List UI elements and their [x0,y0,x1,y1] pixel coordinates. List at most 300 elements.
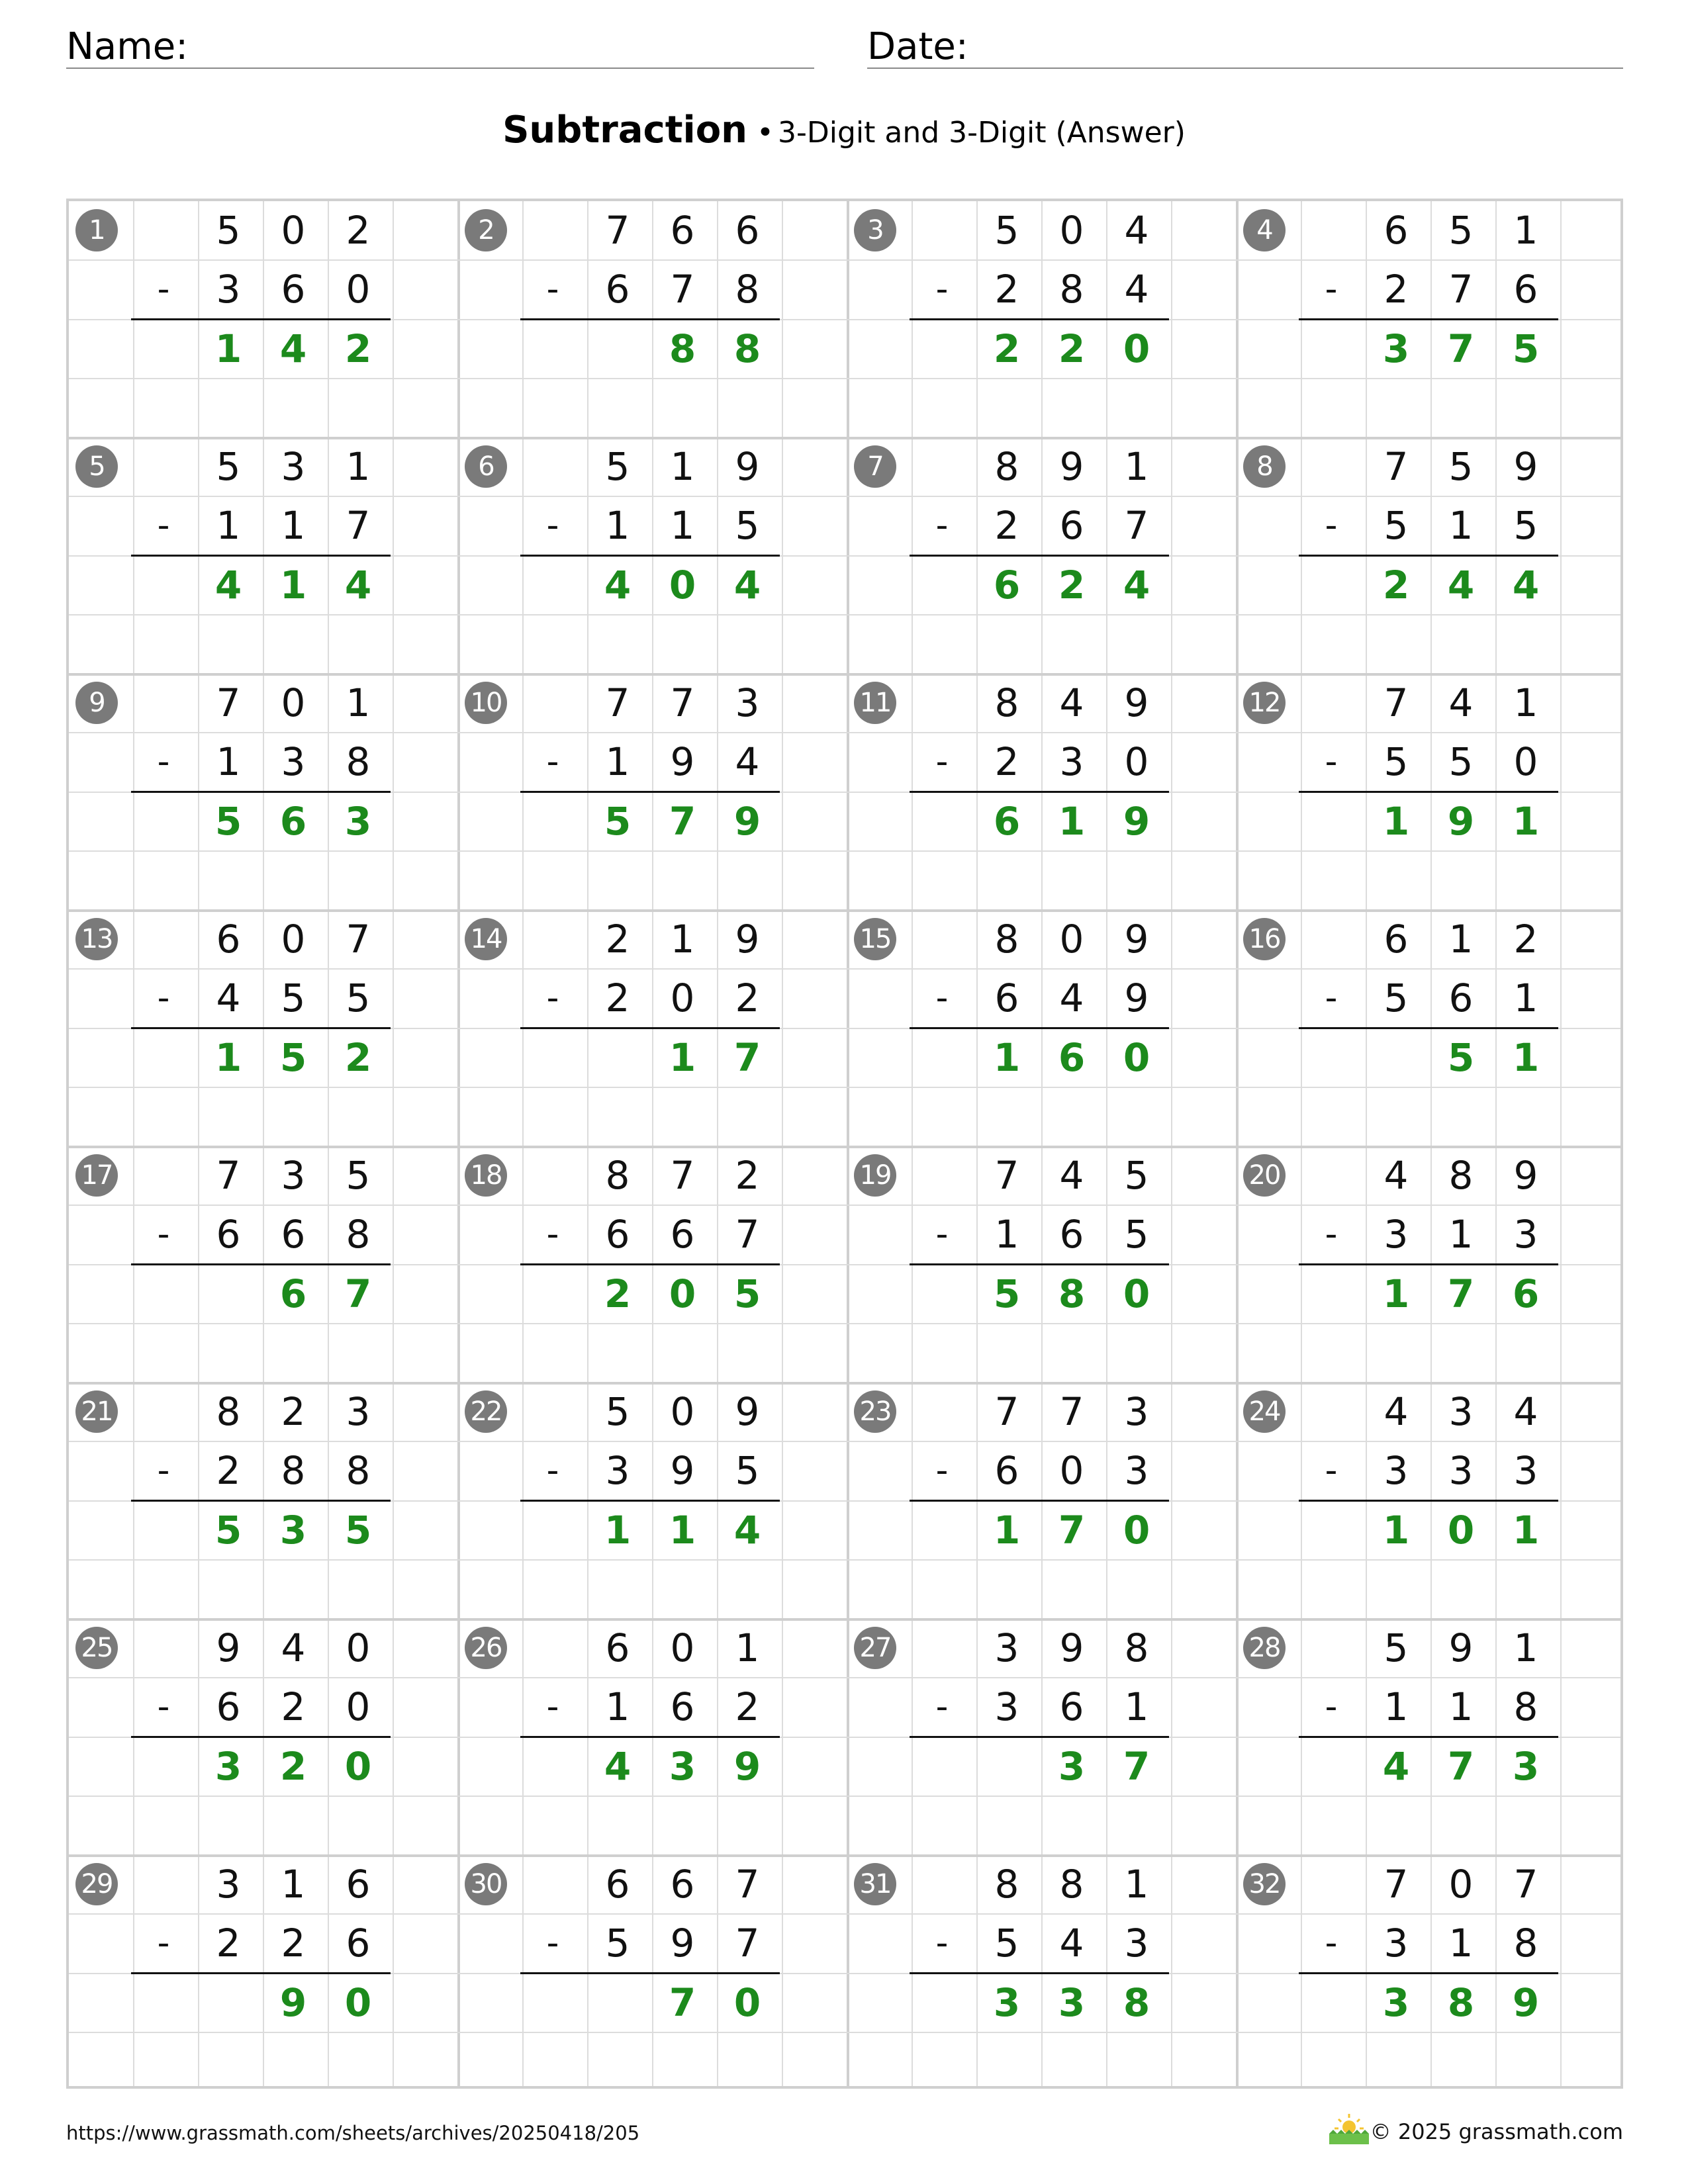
problem-cell [845,671,1234,907]
minuend-digit: 0 [1059,208,1084,253]
minuend-digit: 7 [1383,680,1409,725]
subtrahend-digit: 6 [994,1448,1019,1494]
minuend-digit: 8 [994,444,1019,489]
subtrahend-digit: 5 [1383,503,1409,549]
minuend-digit: 2 [735,1153,760,1198]
answer-digit: 6 [1058,1034,1086,1080]
answer-digit: 5 [733,1271,761,1316]
subtrahend-digit: 2 [605,976,630,1021]
problem-cell [845,907,1234,1144]
minus-sign: - [1325,506,1338,546]
subtrahend-digit: 1 [1448,503,1474,549]
answer-digit: 8 [1123,1979,1150,2025]
subtrahend-digit: 4 [735,739,760,785]
subtrahend-digit: 6 [346,1921,371,1966]
minuend-digit: 5 [605,444,630,489]
minuend-digit: 8 [1124,1625,1149,1670]
minuend-digit: 9 [1059,444,1084,489]
minuend-digit: 0 [1448,1862,1474,1907]
problem-number-badge: 25 [75,1627,118,1669]
problem-number-badge: 8 [1243,445,1286,488]
subtrahend-digit: 5 [1448,739,1474,785]
problem-number-badge: 23 [854,1390,896,1433]
minuend-digit: 6 [1383,917,1409,962]
answer-digit: 5 [279,1034,307,1080]
subtrahend-digit: 8 [735,267,760,312]
subtrahend-digit: 3 [1513,1212,1538,1257]
subtrahend-digit: 1 [216,739,241,785]
problem-cell [66,199,455,435]
problem-number-badge: 31 [854,1863,896,1905]
problem-number-badge: 19 [854,1154,896,1197]
minus-sign: - [1325,1687,1338,1727]
answer-digit: 6 [993,562,1021,608]
minuend-digit: 1 [1124,444,1149,489]
problem-cell [66,1144,455,1380]
answer-digit [974,1737,1039,1796]
subtrahend-digit: 6 [281,1212,306,1257]
answer-digit: 9 [1447,798,1475,844]
minuend-digit: 4 [1383,1389,1409,1434]
subtrahend-digit: 5 [1383,976,1409,1021]
date-line[interactable] [867,68,1623,69]
problem-number-badge: 14 [465,918,507,960]
minuend-digit: 6 [216,917,241,962]
answer-digit: 2 [279,1743,307,1789]
subtrahend-digit: 2 [281,1921,306,1966]
answer-digit: 9 [1123,798,1150,844]
minuend-digit: 5 [346,1153,371,1198]
minuend-digit: 3 [1448,1389,1474,1434]
answer-digit: 1 [1382,798,1410,844]
answer-digit: 5 [1512,326,1540,371]
minuend-digit: 7 [994,1389,1019,1434]
answer-digit: 5 [993,1271,1021,1316]
title-main: Subtraction [502,109,748,152]
subtrahend-digit: 1 [670,503,695,549]
minuend-digit: 1 [1513,680,1538,725]
minuend-digit: 9 [216,1625,241,1670]
subtrahend-digit: 1 [605,503,630,549]
problem-cell [455,1144,845,1380]
problem-number-badge: 1 [75,209,118,251]
answer-digit: 7 [344,1271,372,1316]
subtrahend-digit: 2 [735,976,760,1021]
minuend-digit: 7 [1059,1389,1084,1434]
subtrahend-digit: 3 [1124,1448,1149,1494]
minuend-digit: 6 [670,208,695,253]
problem-number-badge: 30 [465,1863,507,1905]
problem-number-badge: 20 [1243,1154,1286,1197]
subtrahend-digit: 9 [1124,976,1149,1021]
answer-digit: 1 [1512,1507,1540,1553]
problem-cell [455,1616,845,1852]
minuend-digit: 7 [1513,1862,1538,1907]
minus-sign: - [157,1214,170,1255]
minuend-digit: 1 [281,1862,306,1907]
answer-digit: 1 [1058,798,1086,844]
answer-digit: 0 [1123,326,1150,371]
minuend-digit: 0 [281,208,306,253]
answer-digit [585,1974,650,2032]
problem-cell [1234,1144,1623,1380]
problem-number-badge: 12 [1243,682,1286,724]
subtrahend-digit: 0 [670,976,695,1021]
subtrahend-digit: 4 [1059,976,1084,1021]
minuend-digit: 2 [281,1389,306,1434]
minuend-digit: 6 [605,1625,630,1670]
answer-digit: 4 [733,1507,761,1553]
answer-digit [585,1028,650,1087]
answer-digit: 6 [279,798,307,844]
minuend-digit: 7 [605,208,630,253]
problem-number-badge: 16 [1243,918,1286,960]
answer-digit: 2 [1058,562,1086,608]
minuend-digit: 5 [216,208,241,253]
minuend-digit: 7 [670,680,695,725]
answer-digit: 7 [669,798,696,844]
answer-digit: 1 [1512,1034,1540,1080]
minus-sign: - [935,1214,949,1255]
minus-sign: - [1325,1451,1338,1491]
minuend-digit: 4 [1059,1153,1084,1198]
problem-number-badge: 22 [465,1390,507,1433]
problem-number-badge: 18 [465,1154,507,1197]
answer-digit: 0 [344,1743,372,1789]
minuend-digit: 9 [1513,1153,1538,1198]
subtrahend-digit: 6 [605,1212,630,1257]
subtrahend-digit: 2 [216,1448,241,1494]
subtrahend-digit: 3 [1513,1448,1538,1494]
subtrahend-digit: 5 [735,1448,760,1494]
subtrahend-digit: 2 [216,1921,241,1966]
answer-digit: 4 [1447,562,1475,608]
answer-digit: 7 [1123,1743,1150,1789]
subtrahend-digit: 0 [1124,739,1149,785]
subtrahend-digit: 2 [994,503,1019,549]
minus-sign: - [157,1923,170,1964]
problem-number-badge: 2 [465,209,507,251]
name-label: Name: [66,25,189,68]
subtrahend-digit: 4 [1124,267,1149,312]
minuend-digit: 0 [670,1389,695,1434]
answer-digit: 0 [1123,1034,1150,1080]
subtrahend-digit: 6 [670,1684,695,1730]
minuend-digit: 6 [1383,208,1409,253]
problem-cell [66,435,455,671]
minuend-digit: 1 [346,680,371,725]
subtrahend-digit: 6 [994,976,1019,1021]
answer-digit: 8 [733,326,761,371]
subtrahend-digit: 5 [346,976,371,1021]
minuend-digit: 9 [1448,1625,1474,1670]
subtrahend-digit: 8 [281,1448,306,1494]
problem-cell [1234,1852,1623,2089]
subtrahend-digit: 2 [735,1684,760,1730]
problem-number-badge: 6 [465,445,507,488]
subtrahend-digit: 5 [281,976,306,1021]
name-line[interactable] [66,68,814,69]
problem-cell [66,1852,455,2089]
minuend-digit: 7 [1383,444,1409,489]
minuend-digit: 2 [346,208,371,253]
answer-digit: 0 [344,1979,372,2025]
subtrahend-digit: 6 [1448,976,1474,1021]
problem-number-badge: 3 [854,209,896,251]
subtrahend-digit: 3 [1383,1448,1409,1494]
minus-sign: - [546,1451,559,1491]
minuend-digit: 3 [281,1153,306,1198]
answer-digit: 4 [604,562,632,608]
problem-number-badge: 24 [1243,1390,1286,1433]
problem-cell [1234,199,1623,435]
minuend-digit: 1 [1448,917,1474,962]
problem-number-badge: 29 [75,1863,118,1905]
subtrahend-digit: 7 [735,1212,760,1257]
answer-digit: 2 [344,326,372,371]
minuend-digit: 6 [670,1862,695,1907]
answer-digit: 4 [1382,1743,1410,1789]
subtrahend-digit: 6 [1059,503,1084,549]
minus-sign: - [1325,269,1338,310]
subtrahend-digit: 4 [1059,1921,1084,1966]
minuend-digit: 3 [1124,1389,1149,1434]
problem-cell [1234,1616,1623,1852]
answer-digit: 1 [1382,1271,1410,1316]
minus-sign: - [546,1214,559,1255]
problem-number-badge: 5 [75,445,118,488]
answer-digit: 5 [344,1507,372,1553]
problem-cell [1234,907,1623,1144]
minus-sign: - [157,506,170,546]
answer-digit: 9 [279,1979,307,2025]
problem-cell [1234,435,1623,671]
problem-cell [845,1144,1234,1380]
problem-cell [66,1616,455,1852]
minuend-digit: 1 [346,444,371,489]
minuend-digit: 2 [605,917,630,962]
subtrahend-digit: 1 [605,1684,630,1730]
problem-number-badge: 4 [1243,209,1286,251]
problem-number-badge: 13 [75,918,118,960]
answer-digit: 5 [214,1507,242,1553]
minus-sign: - [546,1923,559,1964]
answer-digit: 2 [344,1034,372,1080]
problem-cell [66,1380,455,1616]
minuend-digit: 6 [605,1862,630,1907]
answer-digit: 8 [1058,1271,1086,1316]
answer-digit: 1 [993,1507,1021,1553]
minuend-digit: 5 [216,444,241,489]
subtrahend-digit: 2 [1383,267,1409,312]
minuend-digit: 5 [605,1389,630,1434]
minus-sign: - [157,978,170,1019]
subtrahend-digit: 4 [216,976,241,1021]
answer-digit: 4 [604,1743,632,1789]
answer-digit [585,320,650,379]
minuend-digit: 0 [346,1625,371,1670]
worksheet-grid [66,199,1623,2089]
answer-digit: 1 [214,326,242,371]
minus-sign: - [935,269,949,310]
problem-number-badge: 17 [75,1154,118,1197]
minuend-digit: 9 [1059,1625,1084,1670]
problem-number-badge: 7 [854,445,896,488]
answer-digit: 0 [1447,1507,1475,1553]
subtrahend-digit: 8 [1513,1921,1538,1966]
minus-sign: - [157,269,170,310]
minuend-digit: 3 [994,1625,1019,1670]
answer-digit: 7 [733,1034,761,1080]
subtrahend-digit: 1 [1448,1684,1474,1730]
subtrahend-digit: 0 [1059,1448,1084,1494]
minus-sign: - [546,269,559,310]
minuend-digit: 9 [1513,444,1538,489]
subtrahend-digit: 1 [281,503,306,549]
title-subtitle: 3-Digit and 3-Digit (Answer) [778,116,1186,150]
minuend-digit: 6 [735,208,760,253]
minuend-digit: 4 [281,1625,306,1670]
answer-digit: 4 [733,562,761,608]
subtrahend-digit: 1 [1448,1212,1474,1257]
subtrahend-digit: 8 [1059,267,1084,312]
subtrahend-digit: 6 [1059,1212,1084,1257]
subtrahend-digit: 5 [1383,739,1409,785]
subtrahend-digit: 8 [346,1448,371,1494]
minuend-digit: 5 [994,208,1019,253]
minuend-digit: 9 [1124,680,1149,725]
problem-cell [455,1852,845,2089]
minus-sign: - [935,1923,949,1964]
answer-digit: 4 [1123,562,1150,608]
subtrahend-digit: 7 [1448,267,1474,312]
minus-sign: - [1325,978,1338,1019]
minus-sign: - [157,1451,170,1491]
problem-cell [1234,1380,1623,1616]
subtrahend-digit: 6 [216,1684,241,1730]
subtrahend-digit: 0 [346,1684,371,1730]
minuend-digit: 7 [216,680,241,725]
answer-digit: 3 [214,1743,242,1789]
minuend-digit: 1 [670,917,695,962]
minuend-digit: 8 [994,917,1019,962]
subtrahend-digit: 1 [1383,1684,1409,1730]
minuend-digit: 9 [735,1389,760,1434]
minus-sign: - [546,742,559,782]
answer-digit: 4 [1512,562,1540,608]
minuend-digit: 2 [1513,917,1538,962]
minuend-digit: 3 [346,1389,371,1434]
answer-digit: 3 [1058,1979,1086,2025]
minuend-digit: 4 [1448,680,1474,725]
minuend-digit: 7 [1383,1862,1409,1907]
answer-digit [1364,1028,1429,1087]
problem-cell [455,199,845,435]
minus-sign: - [935,1451,949,1491]
minuend-digit: 6 [346,1862,371,1907]
minuend-digit: 5 [1448,444,1474,489]
answer-digit: 3 [1382,1979,1410,2025]
problem-number-badge: 9 [75,682,118,724]
subtrahend-digit: 1 [994,1212,1019,1257]
answer-digit: 6 [993,798,1021,844]
minuend-digit: 0 [1059,917,1084,962]
answer-digit: 7 [1058,1507,1086,1553]
subtrahend-digit: 9 [670,1921,695,1966]
answer-digit: 1 [604,1507,632,1553]
answer-digit: 3 [344,798,372,844]
problem-cell [845,1852,1234,2089]
minuend-digit: 3 [216,1862,241,1907]
answer-digit: 0 [733,1979,761,2025]
date-label: Date: [867,25,968,68]
minuend-digit: 8 [605,1153,630,1198]
minuend-digit: 7 [346,917,371,962]
minuend-digit: 1 [735,1625,760,1670]
subtrahend-digit: 3 [1448,1448,1474,1494]
minuend-digit: 8 [216,1389,241,1434]
problem-number-badge: 10 [465,682,507,724]
subtrahend-digit: 5 [605,1921,630,1966]
answer-digit [196,1265,261,1324]
answer-digit: 8 [1447,1979,1475,2025]
subtrahend-digit: 7 [1124,503,1149,549]
subtrahend-digit: 3 [1059,739,1084,785]
title-bullet: • [757,116,774,150]
answer-digit: 6 [1512,1271,1540,1316]
answer-digit: 2 [1382,562,1410,608]
answer-digit: 3 [669,1743,696,1789]
minuend-digit: 1 [1513,1625,1538,1670]
minuend-digit: 5 [1383,1625,1409,1670]
minuend-digit: 9 [1124,917,1149,962]
answer-digit: 1 [214,1034,242,1080]
answer-digit: 2 [1058,326,1086,371]
minus-sign: - [935,506,949,546]
answer-digit: 0 [1123,1507,1150,1553]
problem-number-badge: 32 [1243,1863,1286,1905]
problem-cell [1234,671,1623,907]
minuend-digit: 5 [1124,1153,1149,1198]
minuend-digit: 7 [670,1153,695,1198]
subtrahend-digit: 9 [670,1448,695,1494]
answer-digit: 3 [993,1979,1021,2025]
answer-digit: 9 [733,1743,761,1789]
subtrahend-digit: 3 [1124,1921,1149,1966]
minuend-digit: 8 [1448,1153,1474,1198]
answer-digit: 1 [1512,798,1540,844]
answer-digit: 5 [604,798,632,844]
answer-digit: 0 [669,562,696,608]
subtrahend-digit: 3 [994,1684,1019,1730]
minuend-digit: 7 [994,1153,1019,1198]
subtrahend-digit: 8 [1513,1684,1538,1730]
subtrahend-digit: 0 [346,267,371,312]
answer-digit: 7 [1447,1743,1475,1789]
subtrahend-digit: 8 [346,739,371,785]
problem-cell [455,1380,845,1616]
minuend-digit: 8 [994,1862,1019,1907]
subtrahend-digit: 2 [994,267,1019,312]
minuend-digit: 1 [1513,208,1538,253]
problem-cell [845,199,1234,435]
problem-number-badge: 15 [854,918,896,960]
answer-digit: 2 [604,1271,632,1316]
minus-sign: - [935,978,949,1019]
minus-sign: - [1325,1923,1338,1964]
answer-digit: 7 [1447,1271,1475,1316]
answer-digit: 4 [214,562,242,608]
